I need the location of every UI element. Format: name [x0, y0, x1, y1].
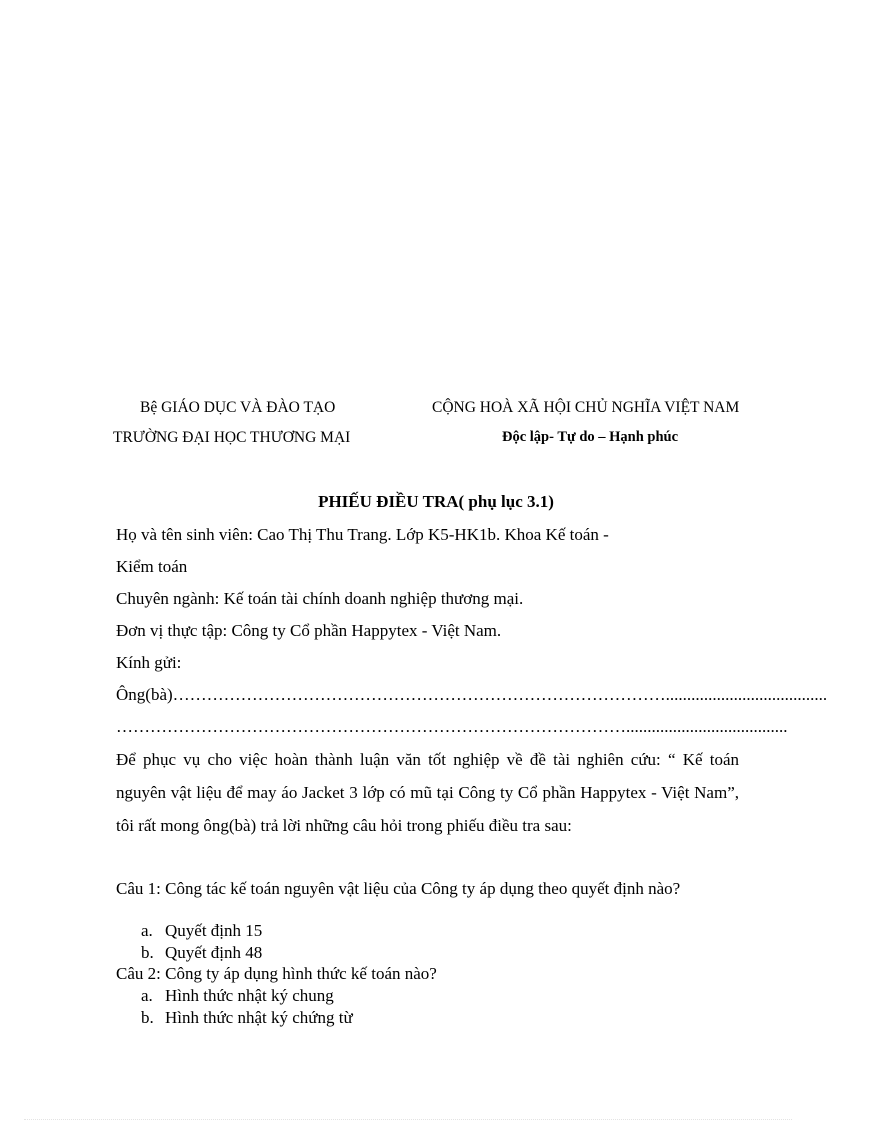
- page-bottom-divider: [24, 1119, 792, 1120]
- option-label: b.: [141, 943, 154, 962]
- option-label: a.: [141, 986, 153, 1005]
- option-text: Hình thức nhật ký chứng từ: [165, 1008, 353, 1027]
- major-line: Chuyên ngành: Kế toán tài chính doanh nghiệp thương mại.: [116, 589, 524, 608]
- blank-line: ………………………………………………………………………………......................................: [116, 717, 788, 736]
- university-name: TRƯỜNG ĐẠI HỌC THƯƠNG MẠI: [113, 429, 351, 446]
- option-label: b.: [141, 1008, 154, 1027]
- question-1-option-a: [141, 921, 262, 941]
- option-label: a.: [141, 921, 153, 940]
- greeting-line: Kính gửi:: [116, 653, 182, 672]
- national-motto: Độc lập- Tự do – Hạnh phúc: [502, 429, 679, 445]
- student-info-line: Họ và tên sinh viên: Cao Thị Thu Trang. Lớp K5-HK1b. Khoa Kế toán -: [116, 525, 609, 544]
- question-1: Câu 1: Công tác kế toán nguyên vật liệu của Công ty áp dụng theo quyết định nào?: [116, 879, 681, 898]
- ministry-name: Bệ GIÁO DỤC VÀ ĐÀO TẠO: [140, 399, 336, 416]
- student-info-line-cont: Kiểm toán: [116, 557, 188, 576]
- republic-name: CỘNG HOÀ XÃ HỘI CHỦ NGHĨA VIỆT NAM: [432, 399, 740, 416]
- question-2-option-a: [141, 986, 334, 1006]
- question-2: Câu 2: Công ty áp dụng hình thức kế toán nào?: [116, 964, 437, 983]
- question-1-option-b: [141, 943, 262, 963]
- option-text: Quyết định 48: [165, 943, 263, 962]
- addressee-line: [116, 685, 828, 705]
- option-text: Quyết định 15: [165, 921, 263, 940]
- option-text: Hình thức nhật ký chung: [165, 986, 334, 1005]
- survey-title: PHIẾU ĐIỀU TRA( phụ lục 3.1): [318, 492, 554, 511]
- intro-paragraph: Để phục vụ cho việc hoàn thành luận văn tốt nghiệp về đề tài nghiên cứu: “ Kế toán nguyên vật liệu để may áo Jacket 3 lớp có mũ tại Công ty Cổ phần Happytex - Việt Nam”, tôi rất mong ông(bà) trả lời những câu hỏi trong phiếu điều tra sau:: [116, 750, 739, 835]
- addressee-dots: ……………………………………………………………………………......................................: [172, 685, 828, 704]
- question-2-option-b: [141, 1008, 353, 1028]
- addressee-prefix: Ông(bà): [116, 685, 173, 704]
- internship-line: Đơn vị thực tập: Công ty Cổ phần Happytex - Việt Nam.: [116, 621, 502, 640]
